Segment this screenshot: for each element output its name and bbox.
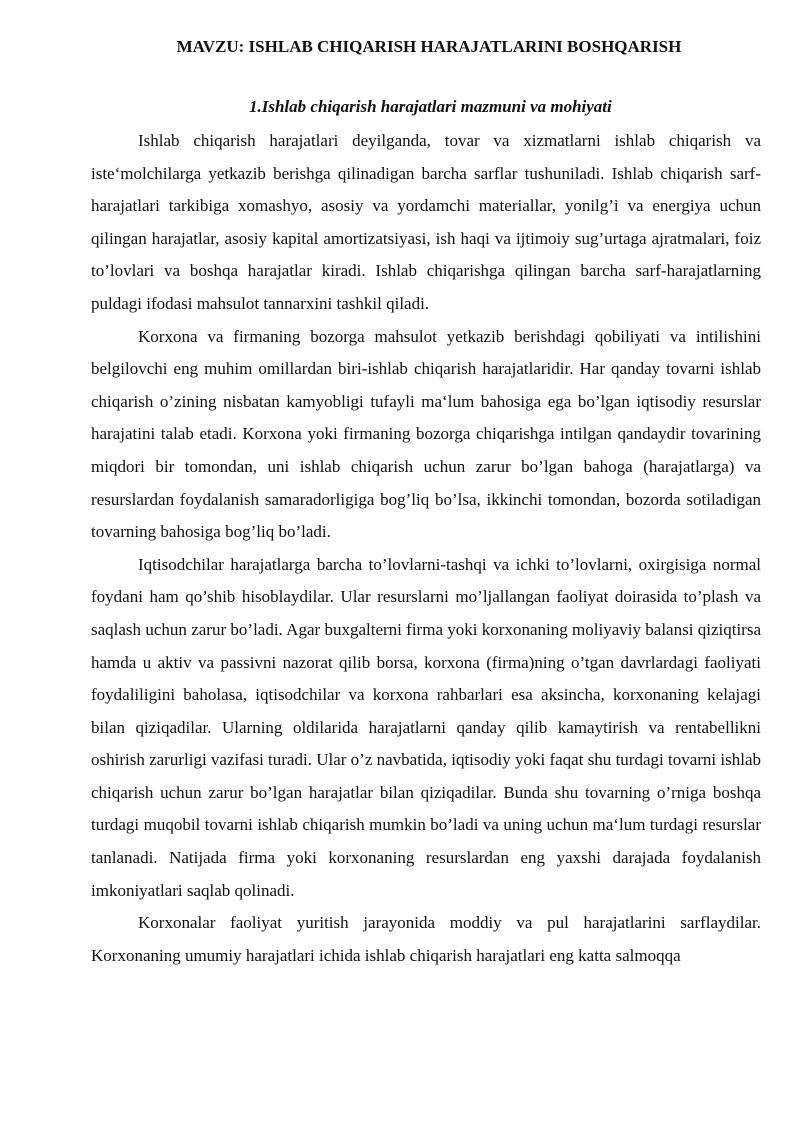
paragraph-2: Korxona va firmaning bozorga mahsulot yetkazib berishdagi qobiliyati va intilishini belgilovchi eng muhim omillardan biri-ishlab chiqarish harajatlaridir. Har qanday tovarni ishlab chiqarish o’zining nisbatan kamyobligi tufayli ma‘lum bahosiga ega bo’lgan iqtisodiy resurslar harajatini talab etadi. Korxona yoki firmaning bozorga chiqarishga intilgan qandaydir tovarining miqdori bir tomondan, uni ishlab chiqarish uchun zarur bo’lgan bahoga (harajatlarga) va resurslardan foydalanish samaradorligiga bog’liq bo’lsa, ikkinchi tomondan, bozorda sotiladigan tovarning bahosiga bog’liq bo’ladi. bbox=[91, 326, 761, 542]
document-page bbox=[91, 36, 761, 972]
paragraph-1: Ishlab chiqarish harajatlari deyilganda, tovar va xizmatlarni ishlab chiqarish va iste‘molchilarga yetkazib berishga qilinadigan barcha sarflar tushuniladi. Ishlab chiqarish sarf-harajatlari tarkibiga xomashyo, asosiy va yordamchi materiallar, yonilg’i va energiya uchun qilingan harajatlar, asosiy kapital amortizatsiyasi, ish haqi va ijtimoiy sug’urtaga ajratmalari, foiz to’lovlari va boshqa harajatlar kiradi. Ishlab chiqarishga qilingan barcha sarf-harajatlarning puldagi ifodasi mahsulot tannarxini tashkil qiladi. bbox=[91, 131, 761, 313]
section-heading: 1.Ishlab chiqarish harajatlari mazmuni va mohiyati bbox=[249, 97, 612, 116]
document-title: MAVZU: ISHLAB CHIQARISH HARAJATLARINI BOSHQARISH bbox=[176, 37, 682, 56]
paragraph-4: Korxonalar faoliyat yuritish jarayonida moddiy va pul harajatlarini sarflaydilar. Korxonaning umumiy harajatlari ichida ishlab chiqarish harajatlari eng katta salmoqqa bbox=[91, 913, 761, 965]
paragraph-3: Iqtisodchilar harajatlarga barcha to’lovlarni-tashqi va ichki to’lovlarni, oxirgisiga normal foydani ham qo’shib hisoblaydilar. Ular resurslarni mo’ljallangan faoliyat doirasida to’plash va saqlash uchun zarur bo’ladi. Agar buxgalterni firma yoki korxonaning moliyaviy balansi qiziqtirsa hamda u aktiv va passivni nazorat qilib borsa, korxona (firma)ning o’tgan davrlardagi faoliyati foydaliligini baholasa, iqtisodchilar va korxona rahbarlari esa aksincha, korxonaning kelajagi bilan qiziqadilar. Ularning oldilarida harajatlarni qanday qilib kamaytirish va rentabellikni oshirish zarurligi vazifasi turadi. Ular o’z navbatida, iqtisodiy yoki faqat shu turdagi tovarni ishlab chiqarish uchun zarur bo’lgan harajatlar bilan qiziqadilar. Bunda shu tovarning o’rniga boshqa turdagi muqobil tovarni ishlab chiqarish mumkin bo’ladi va uning uchun ma‘lum turdagi resurslar tanlanadi. Natijada firma yoki korxonaning resurslardan eng yaxshi darajada foydalanish imkoniyatlari saqlab qolinadi. bbox=[91, 554, 761, 900]
